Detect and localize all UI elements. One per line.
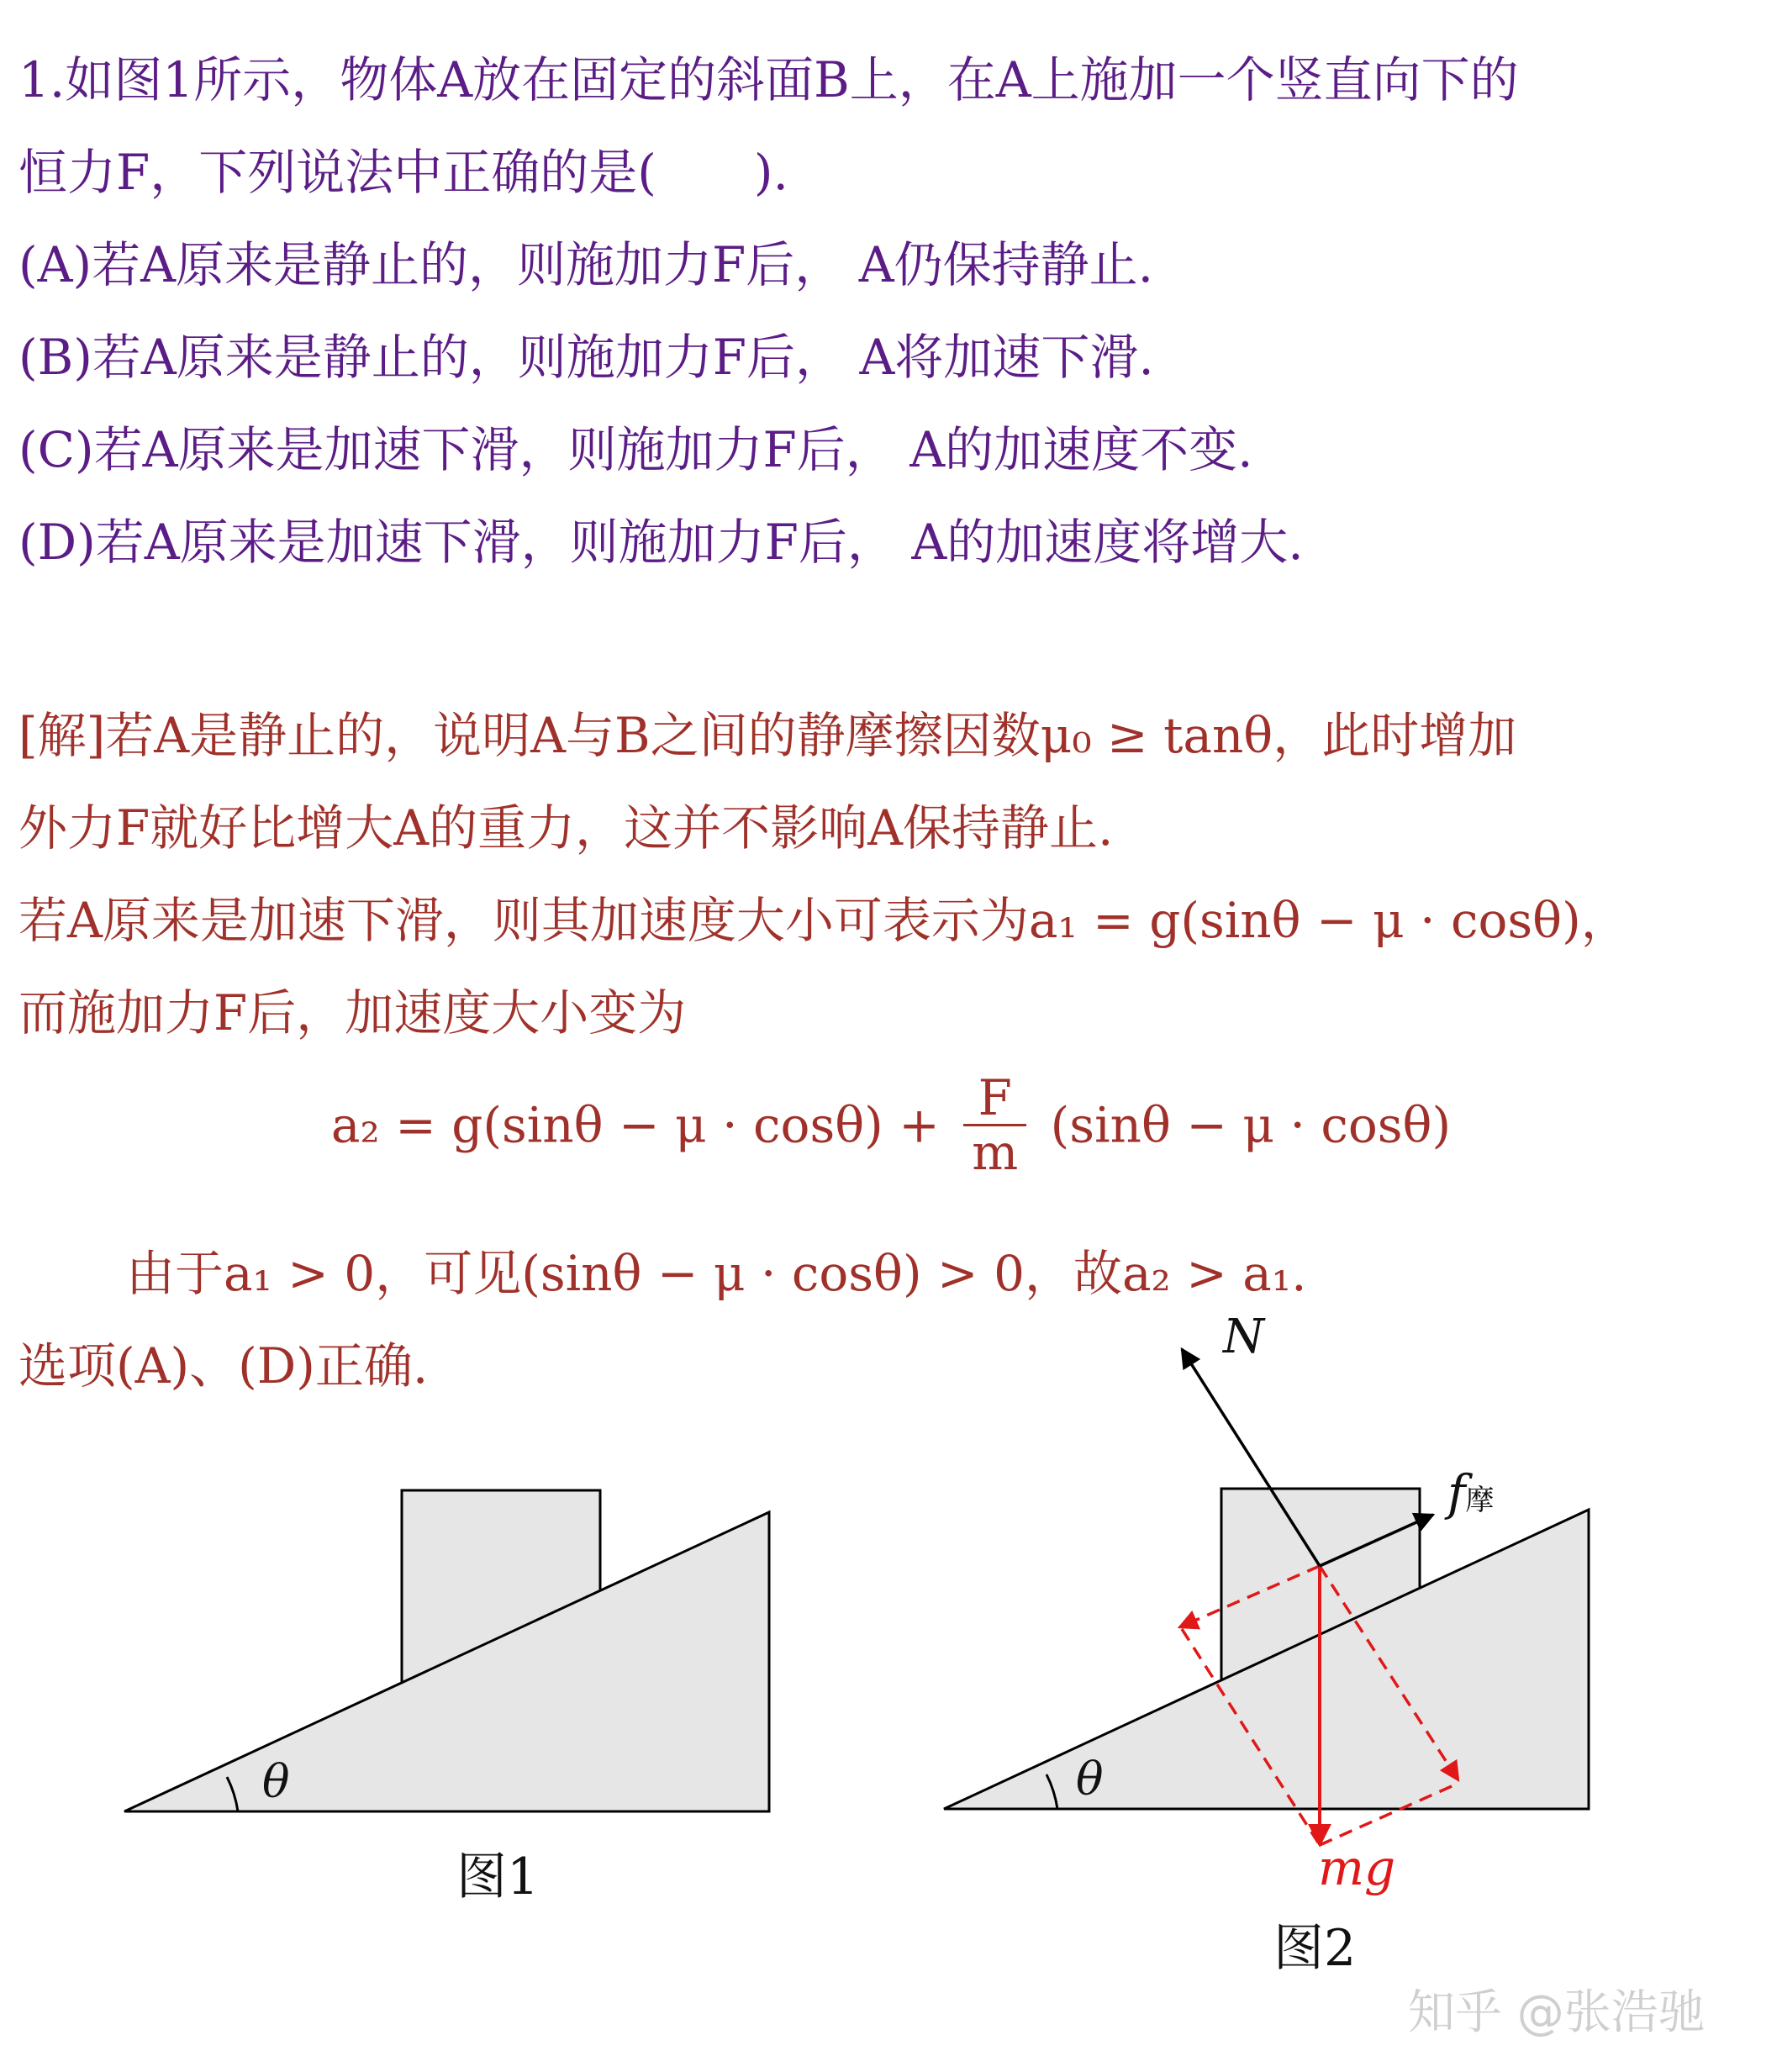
solution-line-6: 选项(A)、(D)正确. bbox=[18, 1337, 429, 1395]
option-a: (A)若A原来是静止的，则施加力F后， A仍保持静止. bbox=[18, 236, 1154, 293]
question-line-2: 恒力F，下列说法中正确的是( ). bbox=[18, 144, 788, 201]
solution-line-1: [解]若A是静止的，说明A与B之间的静摩擦因数μ₀ ≥ tanθ，此时增加 bbox=[18, 707, 1517, 764]
solution-line-2: 外力F就好比增大A的重力，这并不影响A保持静止. bbox=[18, 799, 1114, 857]
friction-symbol: f bbox=[1447, 1464, 1466, 1521]
option-d: (D)若A原来是加速下滑，则施加力F后， A的加速度将增大. bbox=[18, 514, 1304, 571]
gravity-label: mg bbox=[1318, 1839, 1396, 1896]
option-b: (B)若A原来是静止的，则施加力F后， A将加速下滑. bbox=[18, 329, 1154, 386]
solution-line-3: 若A原来是加速下滑，则其加速度大小可表示为a₁ = g(sinθ − μ · cosθ)， bbox=[18, 892, 1630, 949]
equation-right: (sinθ − μ · cosθ) bbox=[1050, 1096, 1452, 1154]
fraction-numerator: F bbox=[963, 1072, 1026, 1126]
figure-2 bbox=[944, 1349, 1589, 1845]
figure-1-caption: 图1 bbox=[456, 1848, 540, 1906]
equation-left: a₂ = g(sinθ − μ · cosθ) + bbox=[330, 1096, 940, 1154]
figure-1 bbox=[124, 1490, 769, 1811]
angle-label-fig1: θ bbox=[262, 1755, 290, 1808]
solution-line-5: 由于a₁ > 0，可见(sinθ − μ · cosθ) > 0，故a₂ > a₁. bbox=[126, 1245, 1307, 1302]
angle-label-fig2: θ bbox=[1076, 1753, 1104, 1806]
fraction-denominator: m bbox=[972, 1124, 1019, 1181]
question-line-1: 1.如图1所示，物体A放在固定的斜面B上，在A上施加一个竖直向下的 bbox=[18, 51, 1519, 108]
friction-subscript: 摩 bbox=[1465, 1484, 1495, 1517]
option-c: (C)若A原来是加速下滑，则施加力F后， A的加速度不变. bbox=[18, 421, 1253, 478]
watermark: 知乎 @张浩驰 bbox=[1408, 1985, 1706, 2040]
friction-force-label bbox=[1447, 1464, 1494, 1521]
figure-2-caption: 图2 bbox=[1273, 1919, 1357, 1978]
solution-line-4: 而施加力F后，加速度大小变为 bbox=[18, 984, 687, 1041]
normal-force-label: N bbox=[1223, 1310, 1264, 1364]
